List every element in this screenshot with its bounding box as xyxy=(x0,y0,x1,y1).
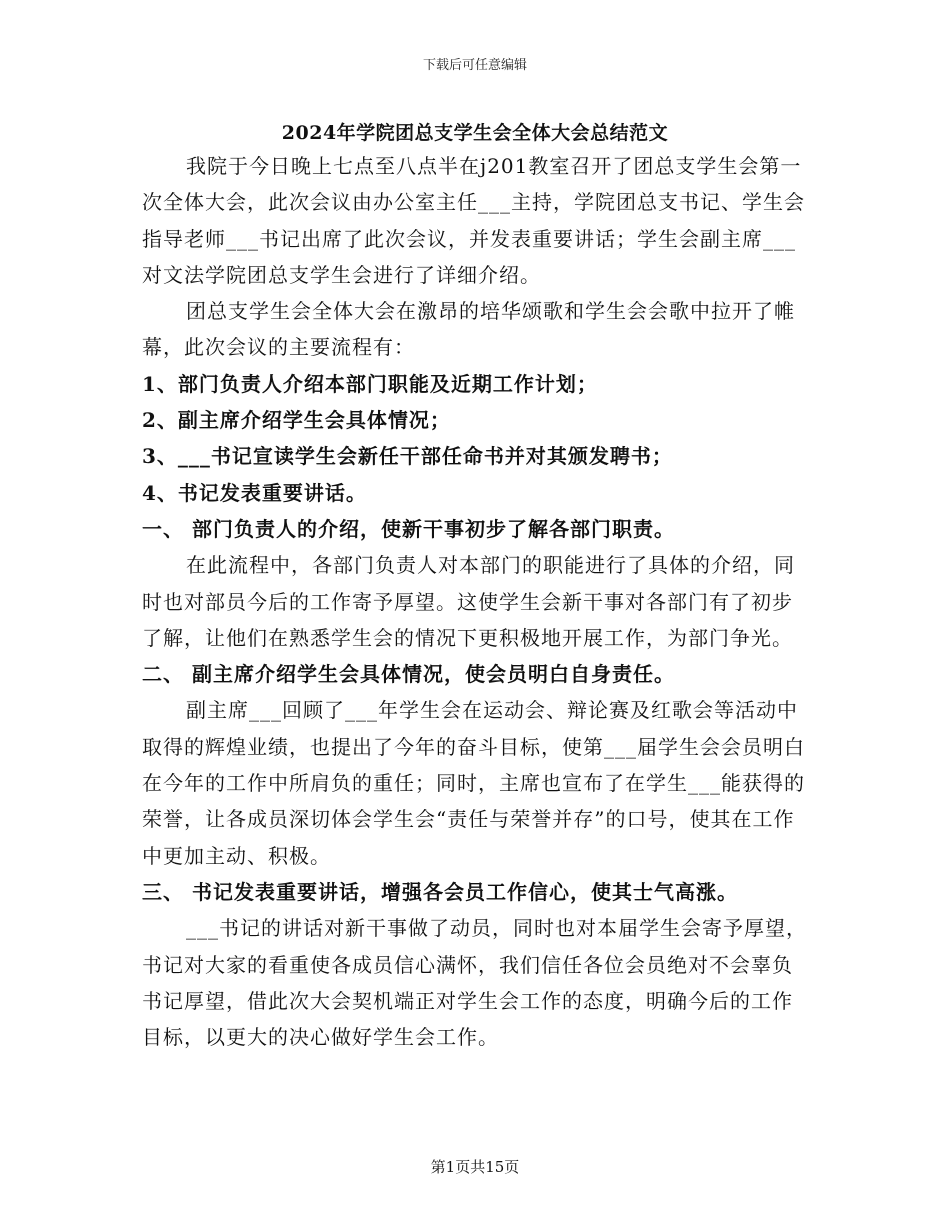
list-item-4: 4、书记发表重要讲话。 xyxy=(142,480,367,505)
header-note: 下载后可任意编辑 xyxy=(422,58,527,73)
document-body xyxy=(142,148,810,1055)
paragraph-section-2: 副主席___回顾了___年学生会在运动会、辩论赛及红歌会等活动中取得的辉煌业绩，也提出了今年的奋斗目标，使第___届学生会会员明白在今年的工作中所肩负的重任；同时，主席也宣布了在学生___能获得的荣誉，让各成员深切体会学生会“责任与荣誉并存”的口号，使其在工作中更加主动、积极。 xyxy=(142,698,805,868)
list-item-1: 1、部门负责人介绍本部门职能及近期工作计划； xyxy=(142,371,598,396)
paragraph-section-1: 在此流程中，各部门负责人对本部门的职能进行了具体的介绍，同时也对部员今后的工作寄予厚望。这使学生会新干事对各部门有了初步了解，让他们在熟悉学生会的情况下更积极地开展工作，为部门争光。 xyxy=(142,553,795,650)
list-item-2: 2、副主席介绍学生会具体情况； xyxy=(142,408,451,433)
paragraph-section-3: ___书记的讲话对新干事做了动员，同时也对本届学生会寄予厚望，书记对大家的看重使各成员信心满怀，我们信任各位会员绝对不会辜负书记厚望，借此次大会契机端正对学生会工作的态度，明确今后的工作目标，以更大的决心做好学生会工作。 xyxy=(142,916,807,1050)
paragraph-process: 团总支学生会全体大会在激昂的培华颂歌和学生会会歌中拉开了帷幕，此次会议的主要流程有： xyxy=(142,299,795,360)
page-footer: 第1页共15页 xyxy=(430,1158,520,1176)
section-heading-2: 二、 副主席介绍学生会具体情况，使会员明白自身责任。 xyxy=(142,662,675,687)
section-heading-1: 一、 部门负责人的介绍，使新干事初步了解各部门职责。 xyxy=(142,516,675,541)
paragraph-intro: 我院于今日晚上七点至八点半在j201教室召开了团总支学生会第一次全体大会，此次会议由办公室主任___主持，学院团总支书记、学生会指导老师___书记出席了此次会议，并发表重要讲话；学生会副主席___对文法学院团总支学生会进行了详细介绍。 xyxy=(142,154,805,287)
section-heading-3: 三、 书记发表重要讲话，增强各会员工作信心，使其士气高涨。 xyxy=(142,879,738,904)
document-title: 2024年学院团总支学生会全体大会总结范文 xyxy=(281,122,669,144)
list-item-3: 3、___书记宣读学生会新任干部任命书并对其颁发聘书； xyxy=(142,444,673,469)
